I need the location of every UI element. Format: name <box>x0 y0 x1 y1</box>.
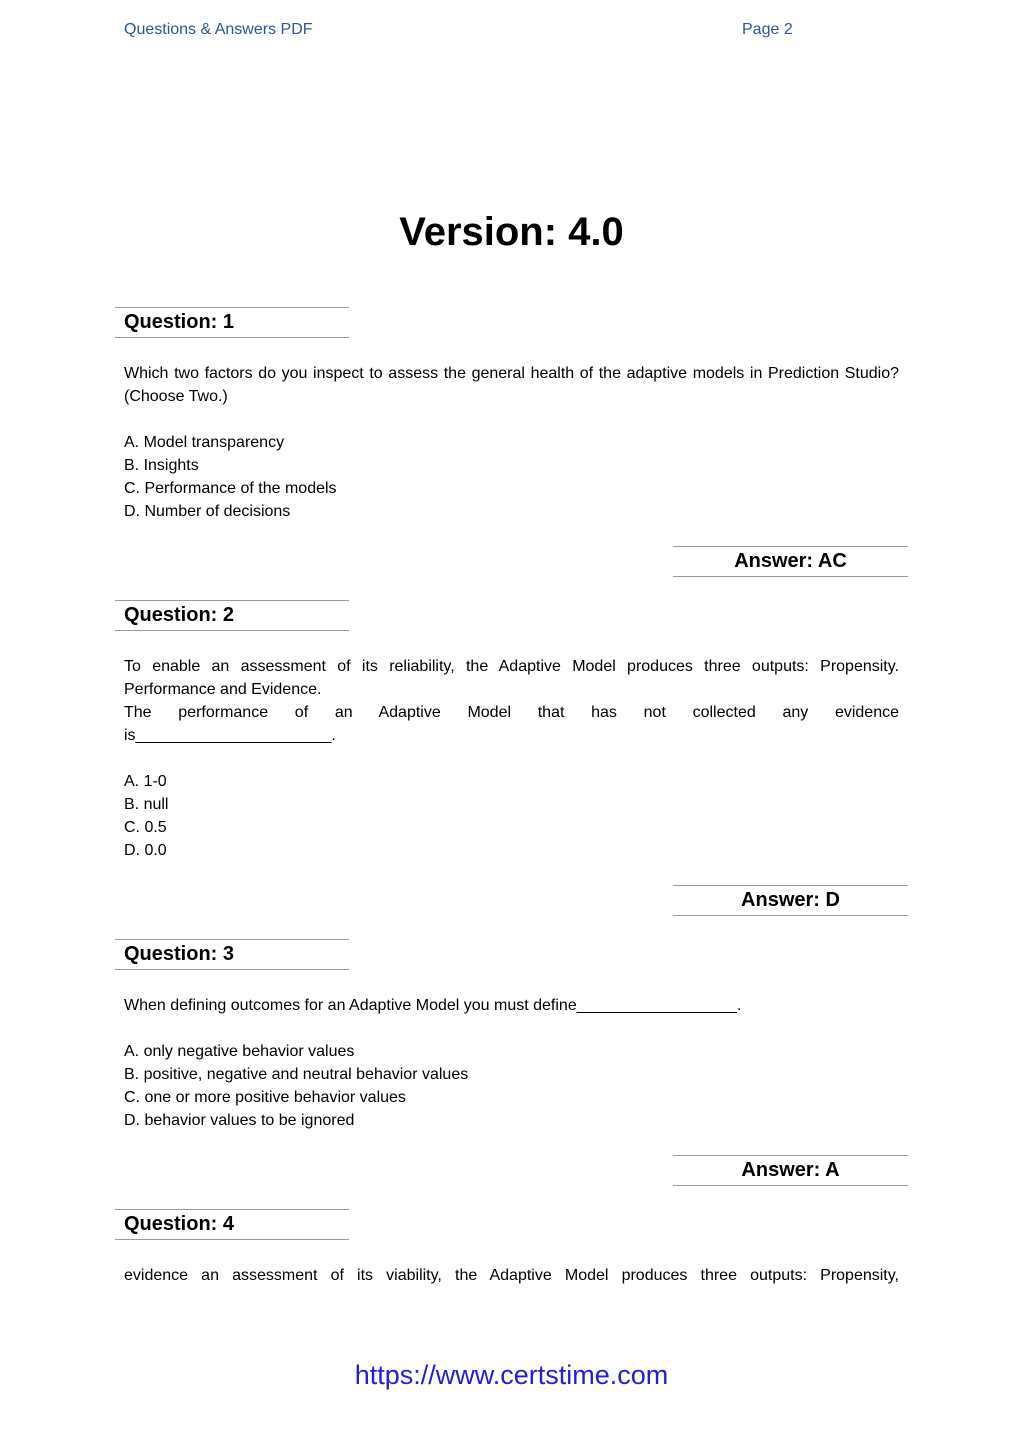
question-2-text-line-4: is______________________. <box>124 727 336 744</box>
question-3-title: Question: 3 <box>124 943 235 965</box>
question-2-text-line-2: Performance and Evidence. <box>124 681 322 698</box>
question-3-option-c: C. one or more positive behavior values <box>124 1089 406 1106</box>
question-1-option-d: D. Number of decisions <box>124 503 291 520</box>
question-1-option-b: B. Insights <box>124 457 199 474</box>
header-title: Questions & Answers PDF <box>124 21 313 38</box>
question-2-option-b: B. null <box>124 796 169 813</box>
question-2-title: Question: 2 <box>124 604 235 626</box>
question-3-answer: Answer: A <box>741 1159 840 1181</box>
question-4-text: evidence an assessment of its viability, the Adaptive Model produces three outputs: Propensity, <box>124 1267 899 1284</box>
question-3-option-b: B. positive, negative and neutral behavior values <box>124 1066 469 1083</box>
question-2-text-line-1: To enable an assessment of its reliability, the Adaptive Model produces three outputs: Propensity. <box>124 658 899 675</box>
version-title: Version: 4.0 <box>399 210 624 254</box>
footer-link[interactable]: https://www.certstime.com <box>354 1360 669 1390</box>
question-4-title: Question: 4 <box>124 1213 235 1235</box>
question-2-option-d: D. 0.0 <box>124 842 167 859</box>
question-4-header <box>115 1209 349 1240</box>
question-2-option-a: A. 1-0 <box>124 773 167 790</box>
question-3-option-a: A. only negative behavior values <box>124 1043 355 1060</box>
question-3-text: When defining outcomes for an Adaptive Model you must define__________________. <box>124 997 742 1014</box>
question-1-option-a: A. Model transparency <box>124 434 285 451</box>
question-3-option-d: D. behavior values to be ignored <box>124 1112 355 1129</box>
question-3-answer-box <box>673 1155 908 1186</box>
question-3-header <box>115 939 349 970</box>
question-1-answer-box <box>673 546 908 577</box>
question-2-answer: Answer: D <box>741 889 840 911</box>
question-1-option-c: C. Performance of the models <box>124 480 337 497</box>
question-1-text: Which two factors do you inspect to assess the general health of the adaptive models in Prediction Studio? (Choose Two.) <box>124 365 899 405</box>
question-1-header <box>115 307 349 338</box>
page-number: Page 2 <box>742 21 793 38</box>
question-2-text-line-3: The performance of an Adaptive Model that has not collected any evidence <box>124 704 899 721</box>
question-2-option-c: C. 0.5 <box>124 819 167 836</box>
question-2-header <box>115 600 349 631</box>
question-2-answer-box <box>673 885 908 916</box>
question-1-title: Question: 1 <box>124 311 235 333</box>
question-1-answer: Answer: AC <box>734 550 847 572</box>
